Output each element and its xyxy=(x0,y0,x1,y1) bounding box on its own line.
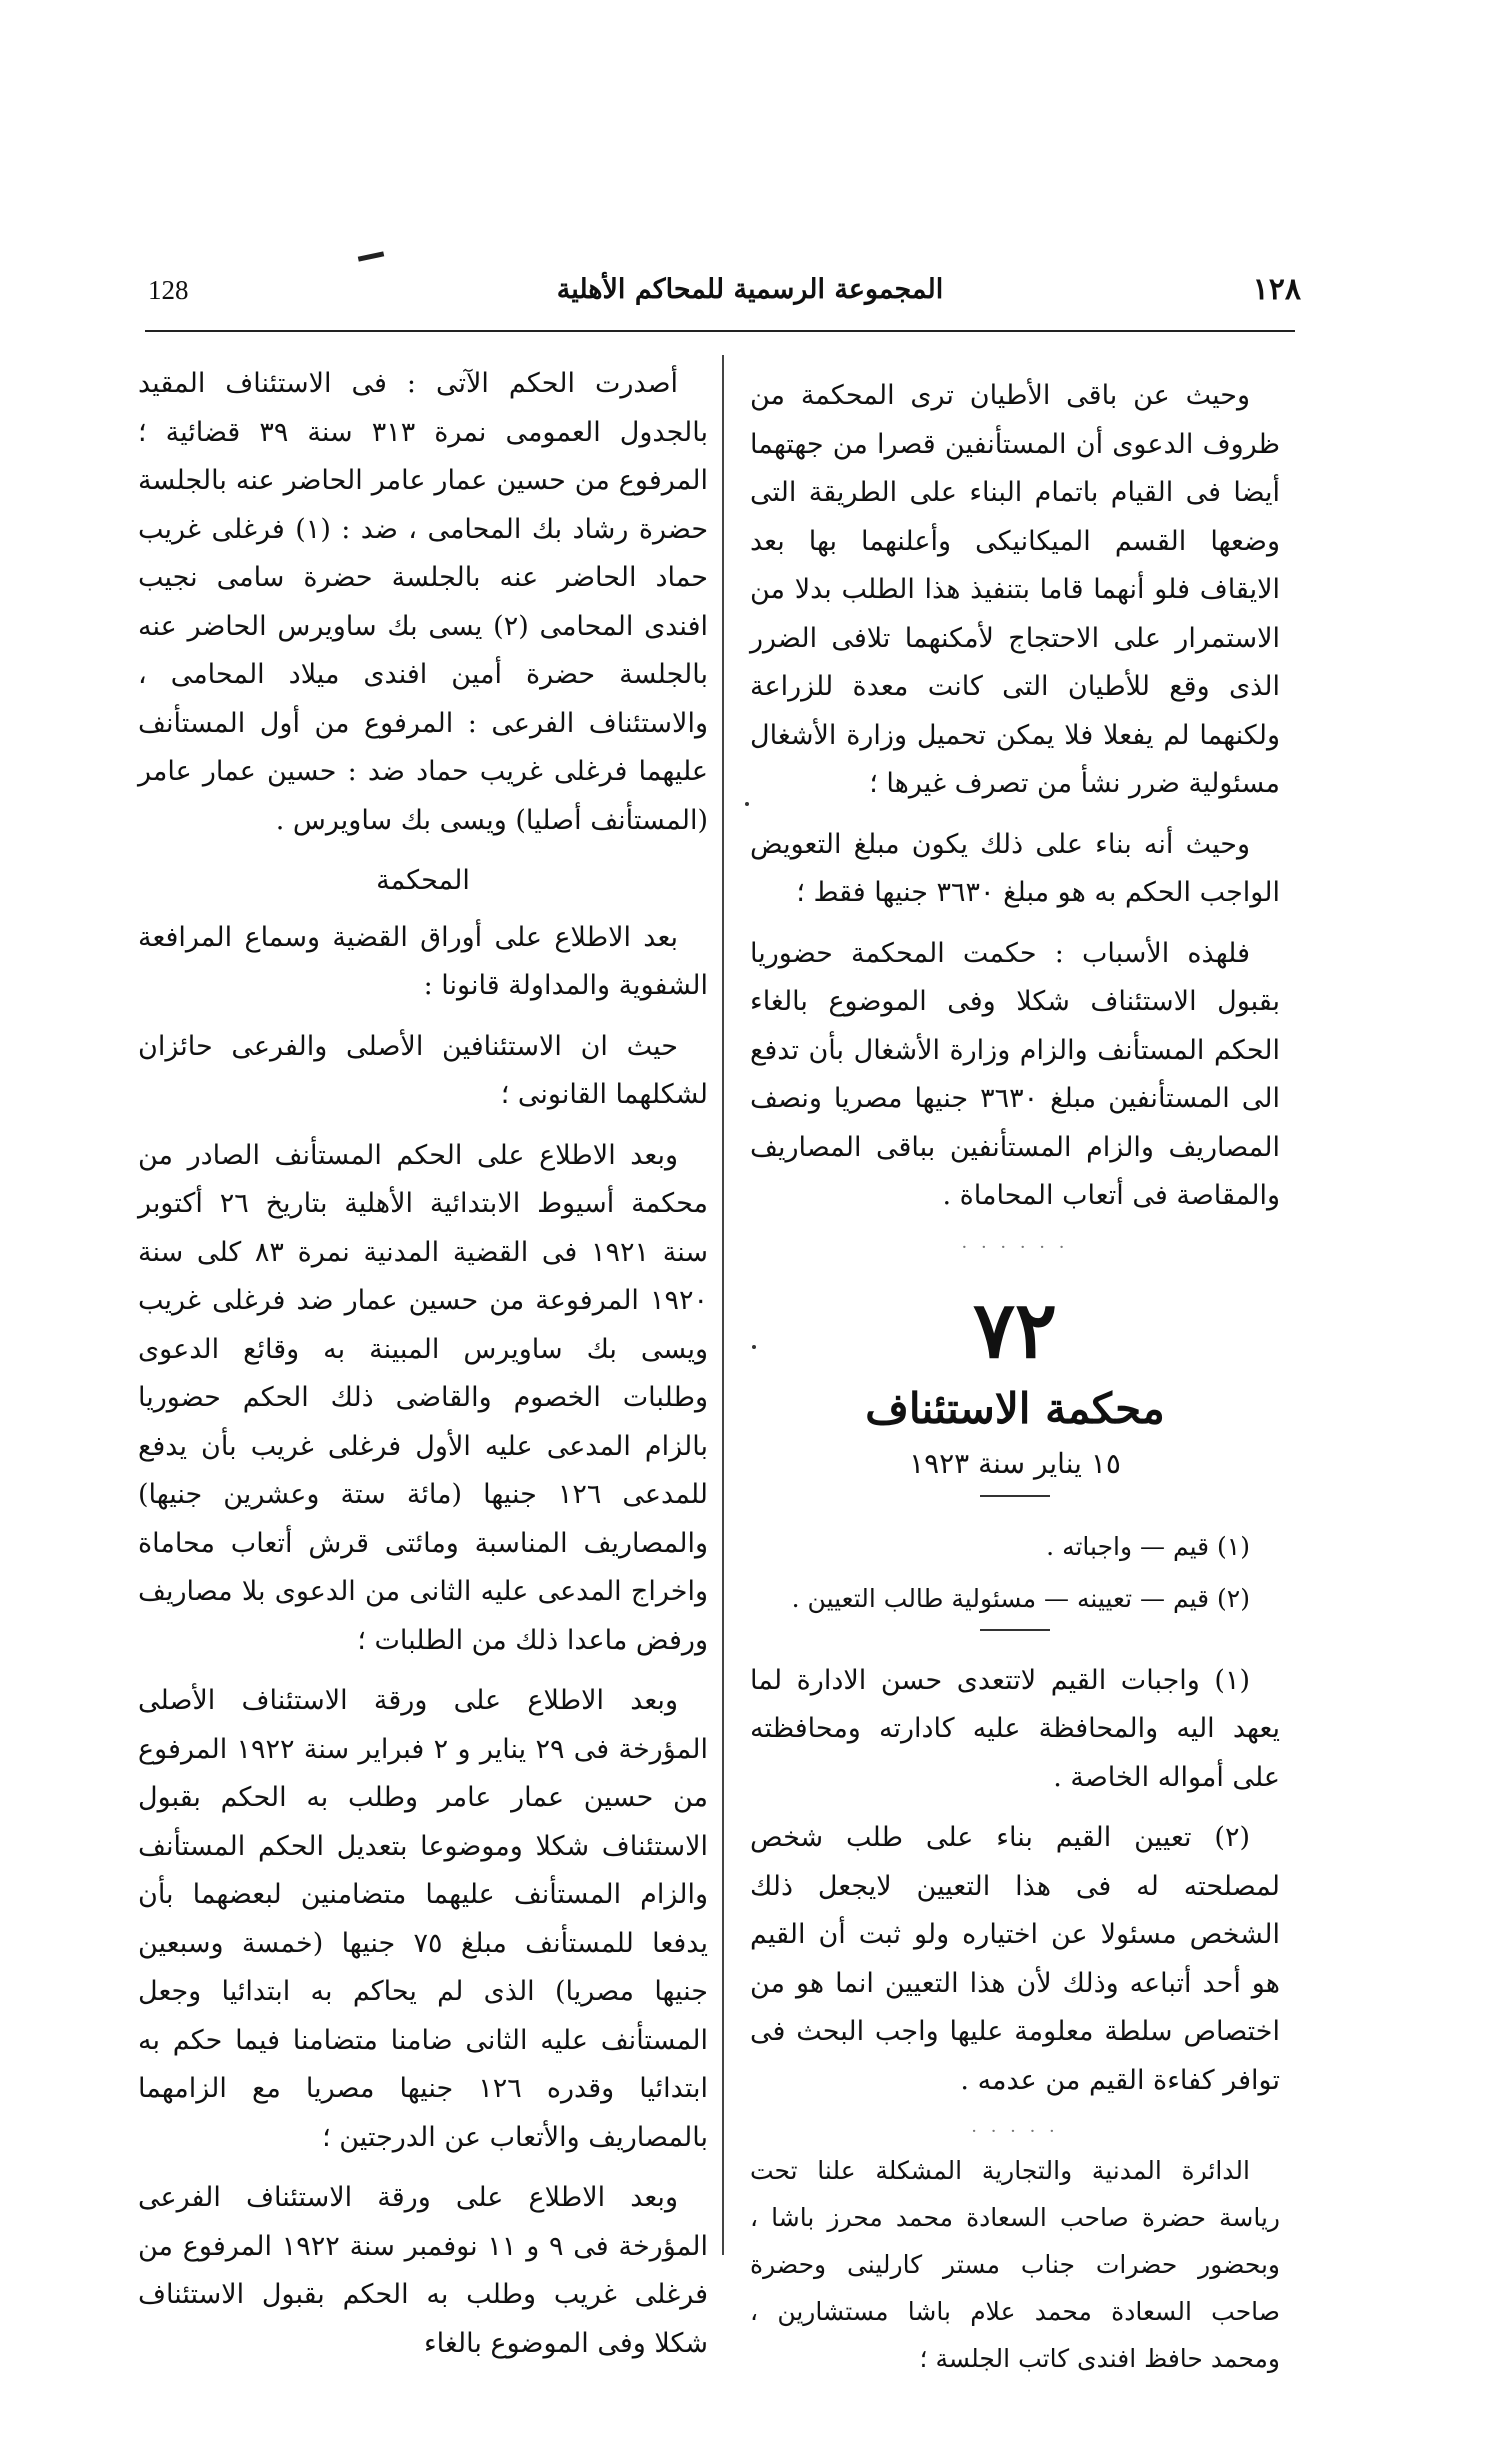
date-rule xyxy=(980,1495,1050,1497)
page-number-arabic: ١٢٨ xyxy=(1252,272,1301,307)
case-summary xyxy=(750,1657,1280,2106)
header-mark xyxy=(358,251,384,261)
case-number: ٧٢ xyxy=(973,1284,1057,1376)
topics-rule xyxy=(980,1629,1050,1631)
ink-dot xyxy=(752,1345,756,1349)
paragraph: حيث ان الاستئنافين الأصلى والفرعى حائزان لشكلهما القانونى ؛ xyxy=(138,1030,708,1110)
paragraph: وبعد الاطلاع على الحكم المستأنف الصادر من محكمة أسيوط الابتدائية الأهلية بتاريخ ٢٦ أكتوبر سنة ١٩٢١ فى القضية المدنية نمرة ٨٣ كلى سنة ١٩٢٠ المرفوعة من حسين عمار ضد فرغلى غريب ويسى بك ساويرس المبينة به وقائع الدعوى وطلبات الخصوم والقاضى ذلك الحكم حضوريا بالزام المدعى عليه الأول فرغلى غريب بأن يدفع للمدعى ١٢٦ جنيها (مائة ستة وعشرين جنيها) والمصاريف المناسبة ومائتى قرش أتعاب محاماة واخراج المدعى عليه الثانى من الدعوى بلا مصاريف ورفض ماعدا ذلك من الطلبات ؛ xyxy=(138,1139,708,1656)
paragraph: وحيث أنه بناء على ذلك يكون مبلغ التعويض الواجب الحكم به هو مبلغ ٣٦٣٠ جنيها فقط ؛ xyxy=(750,828,1280,908)
page-number-latin: 128 xyxy=(148,275,189,305)
summary-paragraph: (١) واجبات القيم لاتتعدى حسن الادارة لما يعهد اليه والمحافظة عليه كادارته ومحافظته على أمواله الخاصة . xyxy=(750,1664,1280,1793)
ink-dot xyxy=(745,802,749,806)
journal-title: المجموعة الرسمية للمحاكم الأهلية xyxy=(556,274,944,305)
right-column xyxy=(750,372,1280,2394)
case-date: ١٥ يناير سنة ١٩٢٣ xyxy=(909,1446,1121,1480)
header-rule xyxy=(145,330,1295,332)
section-separator: · · · · · · xyxy=(961,1236,1069,1258)
paragraph: وحيث عن باقى الأطيان ترى المحكمة من ظروف الدعوى أن المستأنفين قصرا من جهتهما أيضا فى القيام باتمام البناء على الطريقة التى وضعها القسم الميكانيكى وأعلنهما بها بعد الايقاف فلو أنهما قاما بتنفيذ هذا الطلب بدلا من الاستمرار على الاحتجاج لأمكنهما تلافى الضرر الذى وقع للأطيان التى كانت معدة للزراعة ولكنهما لم يفعلا فلا يمكن تحميل وزارة الأشغال مسئولية ضرر نشأ من تصرف غيرها ؛ xyxy=(750,380,1280,799)
column-divider xyxy=(722,355,724,2255)
summary-paragraph: (٢) تعيين القيم بناء على طلب شخص لمصلحته له فى هذا التعيين لايجعل ذلك الشخص مسئولا عن اختياره ولو ثبت أن القيم هو أحد أتباعه وذلك لأن هذا التعيين انما هو من اختصاص سلطة معلومة عليها واجب البحث فى توافر كفاءة القيم من عدمه . xyxy=(750,1822,1280,2096)
section-heading: المحكمة xyxy=(376,865,470,896)
topic-line: (١) قيم — واجباته . xyxy=(1046,1531,1250,1561)
paragraph: بعد الاطلاع على أوراق القضية وسماع المرافعة الشفوية والمداولة قانونا : xyxy=(138,921,708,1001)
court-composition: الدائرة المدنية والتجارية المشكلة علنا تحت رياسة حضرة صاحب السعادة محمد محرز باشا ، وبحضور حضرات جناب مستر كارلينى وحضرة صاحب السعادة محمد علام باشا مستشارين ، ومحمد حافظ افندى كاتب الجلسة ؛ xyxy=(750,2156,1280,2373)
court-title: محكمة الاستئناف xyxy=(865,1383,1165,1433)
paragraph: فلهذه الأسباب : حكمت المحكمة حضوريا بقبول الاستئناف شكلا وفى الموضوع بالغاء الحكم المستأنف والزام وزارة الأشغال بأن تدفع الى المستأنفين مبلغ ٣٦٣٠ جنيها مصريا ونصف المصاريف والزام المستأنفين بباقى المصاريف والمقاصة فى أتعاب المحاماة . xyxy=(750,937,1280,1211)
judgment-intro: أصدرت الحكم الآتى : فى الاستئناف المقيد بالجدول العمومى نمرة ٣١٣ سنة ٣٩ قضائية ؛ المرفوع من حسين عمار عامر الحاضر عنه بالجلسة حضرة رشاد بك المحامى ، ضد : (١) فرغلى غريب حماد الحاضر عنه بالجلسة حضرة سامى نجيب افندى المحامى (٢) يسى بك ساويرس الحاضر عنه بالجلسة حضرة أمين افندى ميلاد المحامى ، والاستئناف الفرعى : المرفوع من أول المستأنف عليهما فرغلى غريب حماد ضد : حسين عمار عامر (المستأنف أصليا) ويسى بك ساويرس . xyxy=(138,368,709,836)
section-separator: · · · · · xyxy=(971,2121,1059,2142)
topic-line: (٢) قيم — تعيينه — مسئولية طالب التعيين . xyxy=(791,1583,1250,1613)
left-column xyxy=(138,360,708,2380)
paragraph: وبعد الاطلاع على ورقة الاستئناف الأصلى المؤرخة فى ٢٩ يناير و ٢ فبراير سنة ١٩٢٢ المرفوع من حسين عمار عامر وطلب به الحكم بقبول الاستئناف شكلا وموضوعا بتعديل الحكم المستأنف والزام المستأنف عليهما متضامنين لبعضهما بأن يدفعا للمستأنف مبلغ ٧٥ جنيها (خمسة وسبعين جنيها مصريا) الذى لم يحاكم به ابتدائيا وجعل المستأنف عليه الثانى ضامنا متضامنا فيما حكم به ابتدائيا وقدره ١٢٦ جنيها مصريا مع الزامهما بالمصاريف والأتعاب عن الدرجتين ؛ xyxy=(138,1685,708,2153)
paragraph: وبعد الاطلاع على ورقة الاستئناف الفرعى المؤرخة فى ٩ و ١١ نوفمبر سنة ١٩٢٢ المرفوع من فرغلى غريب وطلب به الحكم بقبول الاستئناف شكلا وفى الموضوع بالغاء xyxy=(138,2182,708,2359)
